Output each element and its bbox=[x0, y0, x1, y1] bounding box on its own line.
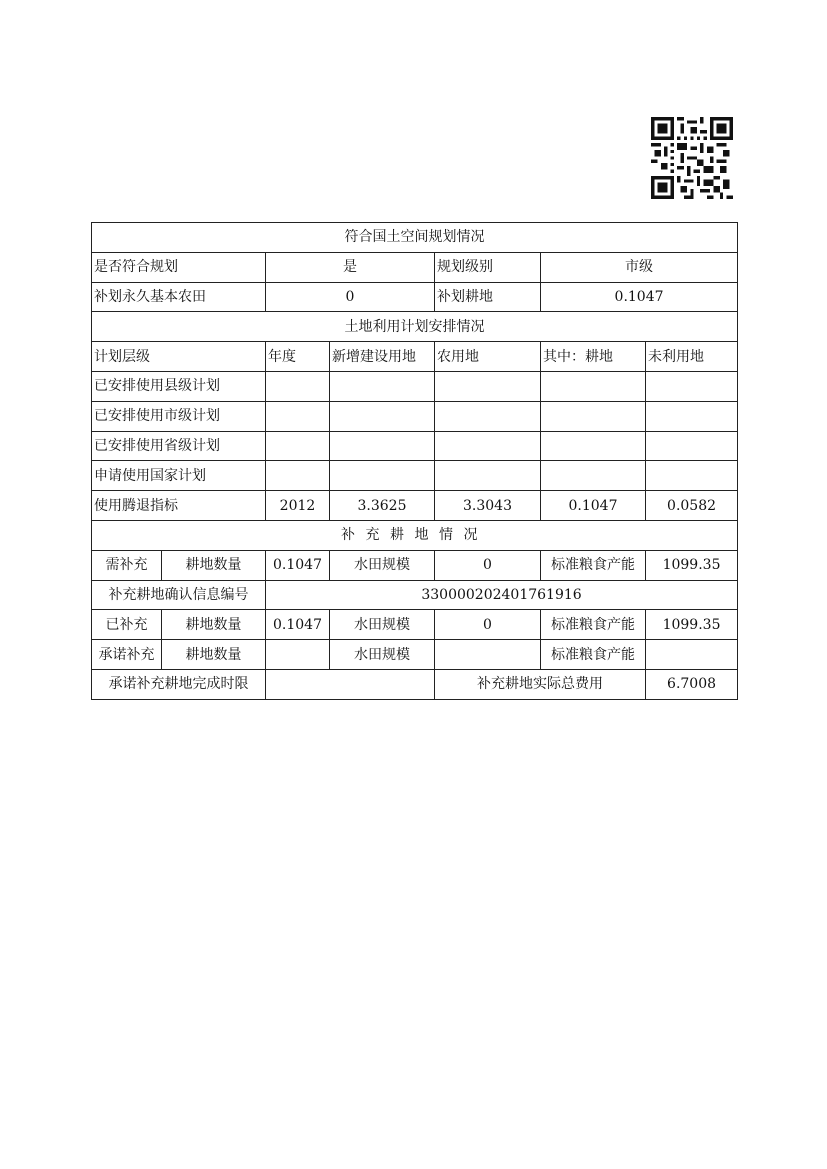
cell-new-construction bbox=[330, 371, 435, 401]
header-arable: 其中：耕地 bbox=[541, 342, 646, 372]
promise-row bbox=[92, 640, 738, 670]
header-new-construction: 新增建设用地 bbox=[330, 342, 435, 372]
cell-arable bbox=[541, 401, 646, 431]
cell-arable: 0.1047 bbox=[541, 491, 646, 521]
section-supplement-row bbox=[92, 520, 738, 550]
deadline-row bbox=[92, 669, 738, 699]
header-agricultural: 农用地 bbox=[435, 342, 541, 372]
cell-agricultural bbox=[435, 461, 541, 491]
header-plan-level: 计划层级 bbox=[92, 342, 266, 372]
cell-new-construction bbox=[330, 431, 435, 461]
header-year: 年度 bbox=[266, 342, 330, 372]
need-paddy-label: 水田规模 bbox=[330, 550, 435, 580]
need-qty-label: 耕地数量 bbox=[162, 550, 266, 580]
cell-year bbox=[266, 401, 330, 431]
section-planning-row bbox=[92, 223, 738, 253]
land-form-table bbox=[91, 222, 738, 700]
row-label: 已安排使用省级计划 bbox=[92, 431, 266, 461]
cell-unused bbox=[646, 371, 738, 401]
done-grain-value: 1099.35 bbox=[646, 610, 738, 640]
cell-unused bbox=[646, 461, 738, 491]
deadline-value bbox=[266, 669, 435, 699]
cell-agricultural: 3.3043 bbox=[435, 491, 541, 521]
table-row bbox=[92, 431, 738, 461]
need-paddy-value: 0 bbox=[435, 550, 541, 580]
table-row bbox=[92, 491, 738, 521]
row-label: 已安排使用县级计划 bbox=[92, 371, 266, 401]
cost-label: 补充耕地实际总费用 bbox=[435, 669, 646, 699]
done-label: 已补充 bbox=[92, 610, 162, 640]
need-qty-value: 0.1047 bbox=[266, 550, 330, 580]
done-qty-label: 耕地数量 bbox=[162, 610, 266, 640]
cost-value: 6.7008 bbox=[646, 669, 738, 699]
perm-farmland-label: 补划永久基本农田 bbox=[92, 282, 266, 312]
table-row bbox=[92, 461, 738, 491]
row-label: 已安排使用市级计划 bbox=[92, 401, 266, 431]
section-land-plan-title: 土地利用计划安排情况 bbox=[92, 312, 738, 342]
done-paddy-value: 0 bbox=[435, 610, 541, 640]
confirm-label: 补充耕地确认信息编号 bbox=[92, 580, 266, 610]
row-label: 使用腾退指标 bbox=[92, 491, 266, 521]
cell-unused bbox=[646, 401, 738, 431]
promise-grain-label: 标准粮食产能 bbox=[541, 640, 646, 670]
done-grain-label: 标准粮食产能 bbox=[541, 610, 646, 640]
done-paddy-label: 水田规模 bbox=[330, 610, 435, 640]
need-row bbox=[92, 550, 738, 580]
promise-qty-value bbox=[266, 640, 330, 670]
need-label: 需补充 bbox=[92, 550, 162, 580]
cell-arable bbox=[541, 431, 646, 461]
cell-year bbox=[266, 431, 330, 461]
header-unused: 未利用地 bbox=[646, 342, 738, 372]
farmland-value: 0.1047 bbox=[541, 282, 738, 312]
level-label: 规划级别 bbox=[435, 252, 541, 282]
cell-agricultural bbox=[435, 371, 541, 401]
land-plan-header-row bbox=[92, 342, 738, 372]
qr-code-icon bbox=[651, 117, 733, 199]
promise-label: 承诺补充 bbox=[92, 640, 162, 670]
conform-row bbox=[92, 252, 738, 282]
done-row bbox=[92, 610, 738, 640]
cell-year bbox=[266, 371, 330, 401]
level-value: 市级 bbox=[541, 252, 738, 282]
farmland-row bbox=[92, 282, 738, 312]
perm-farmland-value: 0 bbox=[266, 282, 435, 312]
cell-arable bbox=[541, 461, 646, 491]
table-row bbox=[92, 401, 738, 431]
row-label: 申请使用国家计划 bbox=[92, 461, 266, 491]
cell-agricultural bbox=[435, 431, 541, 461]
cell-agricultural bbox=[435, 401, 541, 431]
promise-paddy-label: 水田规模 bbox=[330, 640, 435, 670]
need-grain-value: 1099.35 bbox=[646, 550, 738, 580]
promise-qty-label: 耕地数量 bbox=[162, 640, 266, 670]
section-supplement-title: 补充耕地情况 bbox=[92, 520, 738, 550]
cell-year bbox=[266, 461, 330, 491]
confirm-value: 330000202401761916 bbox=[266, 580, 738, 610]
table-row bbox=[92, 371, 738, 401]
cell-arable bbox=[541, 371, 646, 401]
confirm-row bbox=[92, 580, 738, 610]
farmland-label: 补划耕地 bbox=[435, 282, 541, 312]
promise-grain-value bbox=[646, 640, 738, 670]
cell-unused bbox=[646, 431, 738, 461]
section-land-plan-row bbox=[92, 312, 738, 342]
conform-value: 是 bbox=[266, 252, 435, 282]
cell-new-construction bbox=[330, 401, 435, 431]
cell-new-construction bbox=[330, 461, 435, 491]
cell-unused: 0.0582 bbox=[646, 491, 738, 521]
deadline-label: 承诺补充耕地完成时限 bbox=[92, 669, 266, 699]
promise-paddy-value bbox=[435, 640, 541, 670]
need-grain-label: 标准粮食产能 bbox=[541, 550, 646, 580]
cell-year: 2012 bbox=[266, 491, 330, 521]
cell-new-construction: 3.3625 bbox=[330, 491, 435, 521]
done-qty-value: 0.1047 bbox=[266, 610, 330, 640]
section-planning-title: 符合国土空间规划情况 bbox=[92, 223, 738, 253]
conform-label: 是否符合规划 bbox=[92, 252, 266, 282]
